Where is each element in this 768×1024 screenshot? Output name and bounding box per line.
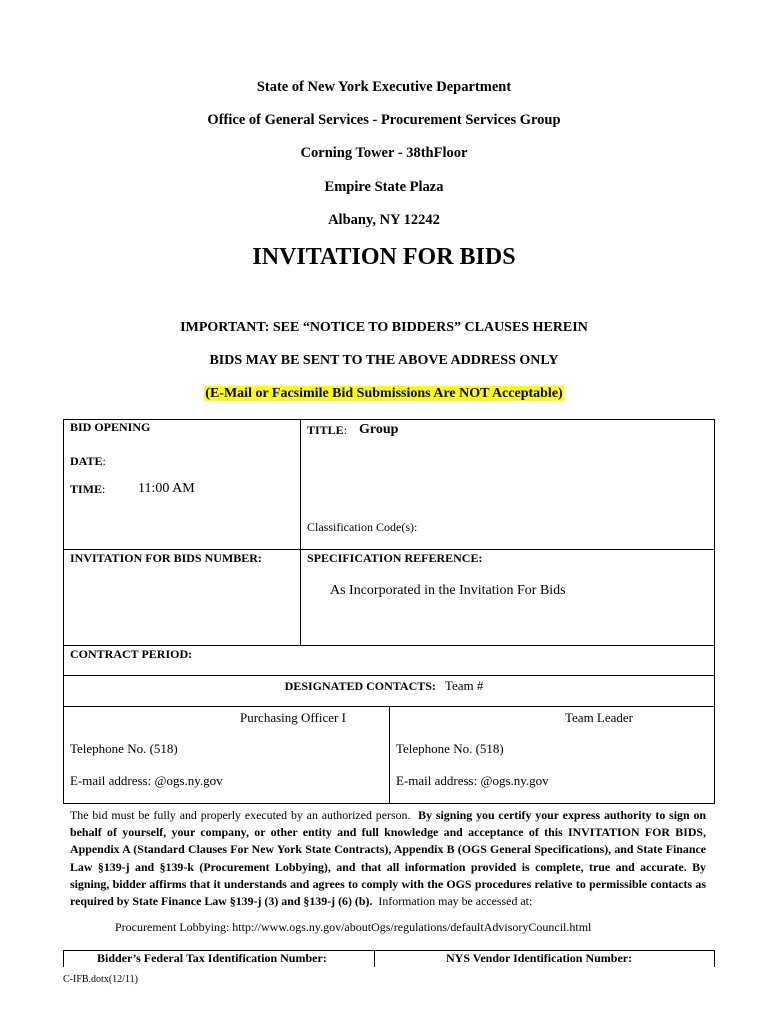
header-line-2: Office of General Services - Procurement Services Group — [207, 112, 561, 128]
footer-doc-id: C-IFB.dotx(12/11) — [63, 974, 138, 985]
date-label: DATE — [70, 454, 103, 468]
designated-contacts-label: DESIGNATED CONTACTS: — [284, 679, 436, 693]
header-line-3: Corning Tower - 38thFloor — [300, 145, 468, 161]
purchasing-officer-email: E-mail address: @ogs.ny.gov — [70, 773, 223, 788]
title-label: TITLE — [307, 423, 344, 437]
team-leader-role: Team Leader — [565, 710, 634, 725]
vendor-id-label: NYS Vendor Identification Number: — [446, 951, 633, 965]
ifb-number-label: INVITATION FOR BIDS NUMBER: — [70, 551, 262, 565]
header-line-1: State of New York Executive Department — [256, 79, 512, 95]
no-email-notice: (E-Mail or Facsimile Bid Submissions Are NOT Acceptable) — [205, 386, 563, 401]
page-title: INVITATION FOR BIDS — [252, 244, 516, 270]
certification-paragraph — [70, 807, 706, 910]
table-divider — [63, 549, 715, 550]
important-notice: IMPORTANT: SEE “NOTICE TO BIDDERS” CLAUSES HEREIN — [180, 320, 588, 335]
certification-tail: Information may be accessed at: — [378, 894, 533, 909]
title-colon: : — [343, 423, 348, 437]
time-value: 11:00 AM — [138, 481, 195, 496]
date-label-wrap — [70, 454, 106, 469]
table-divider — [63, 675, 715, 676]
spec-ref-value: As Incorporated in the Invitation For Bids — [330, 583, 566, 598]
classification-label: Classification Code(s): — [307, 520, 418, 534]
header-line-5: Albany, NY 12242 — [328, 212, 440, 228]
designated-contacts-row — [0, 678, 768, 694]
title-value: Group — [359, 422, 399, 437]
date-colon: : — [102, 454, 106, 468]
team-leader-telephone: Telephone No. (518) — [396, 741, 504, 756]
certification-intro: The bid must be fully and properly executed by an authorized person. — [70, 808, 411, 822]
contacts-divider — [389, 707, 390, 804]
team-leader-email: E-mail address: @ogs.ny.gov — [396, 773, 549, 788]
certification-bold: By signing you certify your express authority to sign on behalf of yourself, your company, or other entity and full knowledge and acceptance of this INVITATION FOR BIDS, Appendix A (Standard Clauses For New York State Contracts), Appendix B (OGS General Specifications), and State Finance Law §139-j and §139-k (Procurement Lobbying), and that all information provided is complete, true and accurate. By signing, bidder affirms that it understands and agrees to comply with the OGS procedures relative to permissible contacts as required by State Finance Law §139-j (3) and §139-j (6) (b). — [70, 808, 707, 909]
purchasing-officer-role: Purchasing Officer I — [240, 710, 346, 725]
table-divider — [63, 645, 715, 646]
time-label: TIME — [70, 482, 103, 496]
no-email-notice-wrap — [0, 386, 768, 402]
header-line-4: Empire State Plaza — [324, 179, 444, 195]
spec-ref-label: SPECIFICATION REFERENCE: — [307, 551, 483, 565]
purchasing-officer-telephone: Telephone No. (518) — [70, 741, 178, 756]
lobbying-link[interactable]: Procurement Lobbying: http://www.ogs.ny.gov/aboutOgs/regulations/defaultAdvisoryCouncil.html — [115, 920, 592, 934]
team-number: Team # — [444, 678, 484, 693]
bidder-id-divider — [374, 950, 375, 967]
time-colon: : — [102, 482, 106, 496]
table-divider — [300, 419, 301, 645]
time-label-wrap — [70, 482, 105, 497]
title-label-wrap — [307, 423, 347, 438]
tax-id-label: Bidder’s Federal Tax Identification Number: — [97, 951, 327, 965]
contract-period-label: CONTRACT PERIOD: — [70, 647, 193, 661]
address-only-notice: BIDS MAY BE SENT TO THE ABOVE ADDRESS ONLY — [209, 353, 559, 368]
bid-opening-label: BID OPENING — [70, 420, 151, 434]
